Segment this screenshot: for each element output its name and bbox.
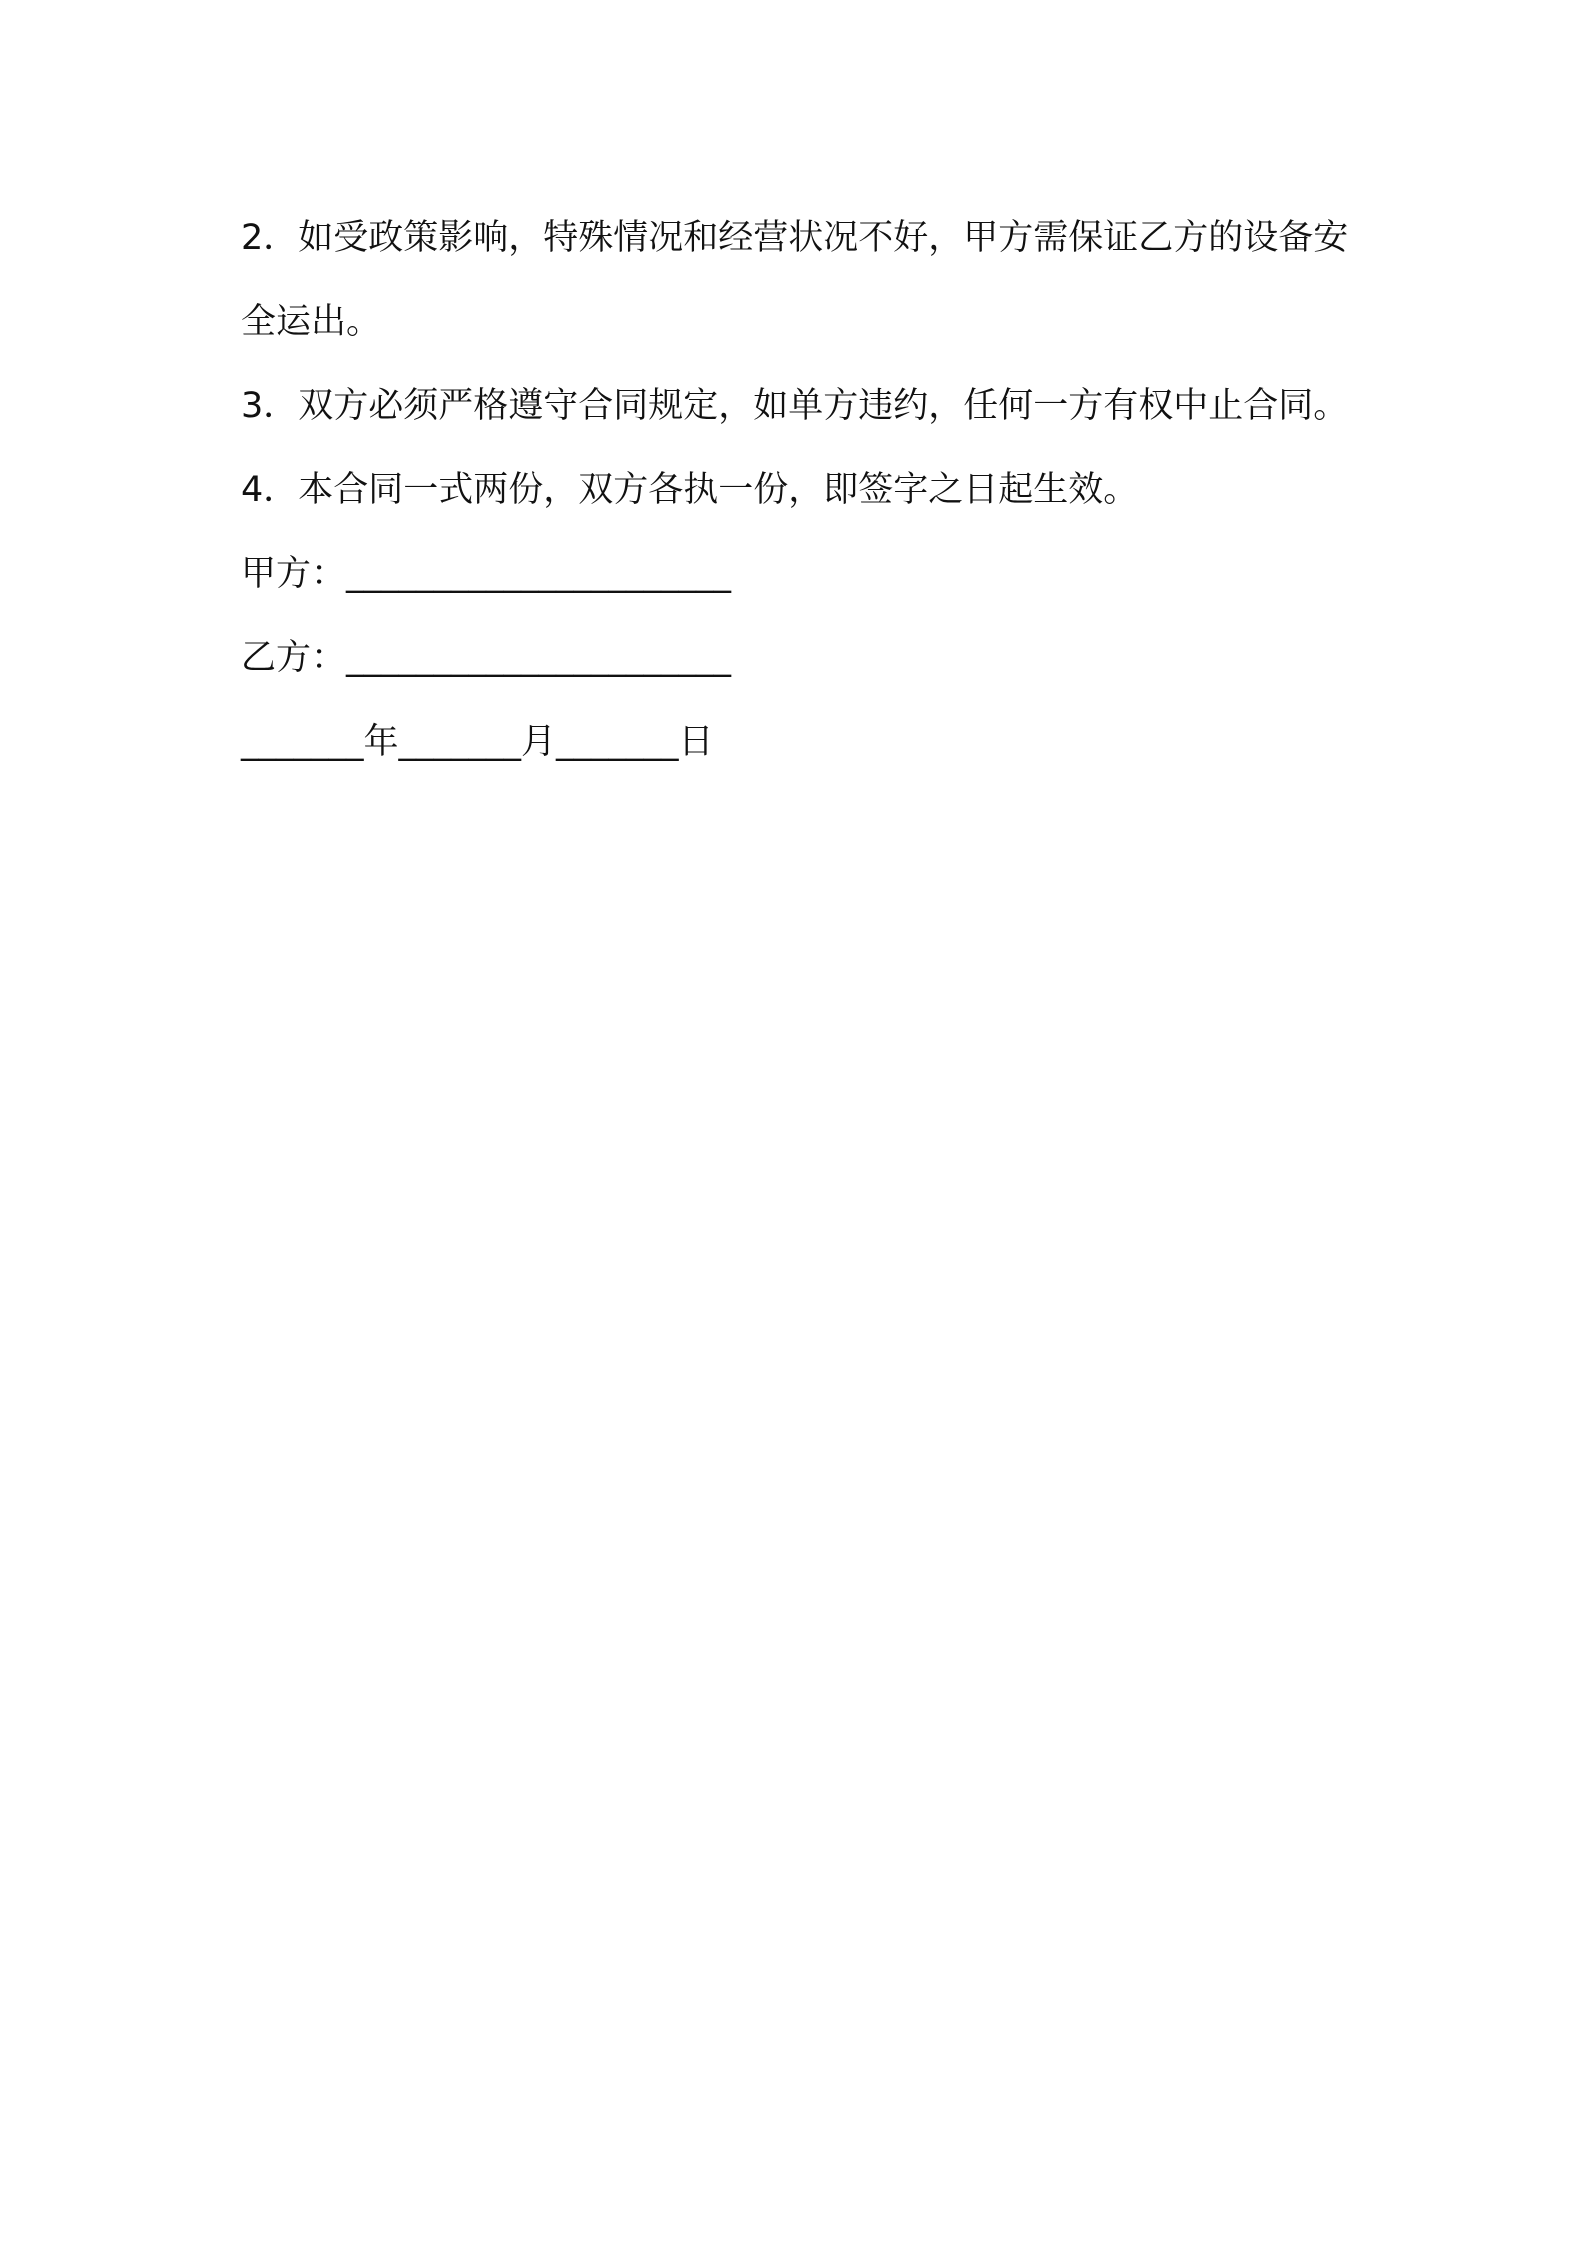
party-a-blank: ______________________ [346, 554, 732, 594]
clause-3: 3．双方必须严格遵守合同规定，如单方违约，任何一方有权中止合同。 [241, 386, 1349, 426]
clause-2: 2．如受政策影响，特殊情况和经营状况不好，甲方需保证乙方的设备安全运出。 [241, 218, 1349, 342]
month-unit: 月 [521, 722, 557, 762]
month-blank: _______ [398, 722, 522, 762]
date-line [241, 700, 1361, 784]
party-b-signature-line [241, 616, 1361, 700]
party-b-label: 乙方： [241, 638, 347, 678]
party-b-blank: ______________________ [346, 638, 732, 678]
party-a-label: 甲方： [241, 554, 347, 594]
party-a-signature-line [241, 532, 1361, 616]
day-unit: 日 [678, 722, 714, 762]
contract-body [241, 196, 1361, 784]
year-unit: 年 [363, 722, 399, 762]
day-blank: _______ [556, 722, 679, 762]
clause-4: 4．本合同一式两份，双方各执一份，即签字之日起生效。 [241, 470, 1139, 510]
year-blank: _______ [241, 722, 364, 762]
